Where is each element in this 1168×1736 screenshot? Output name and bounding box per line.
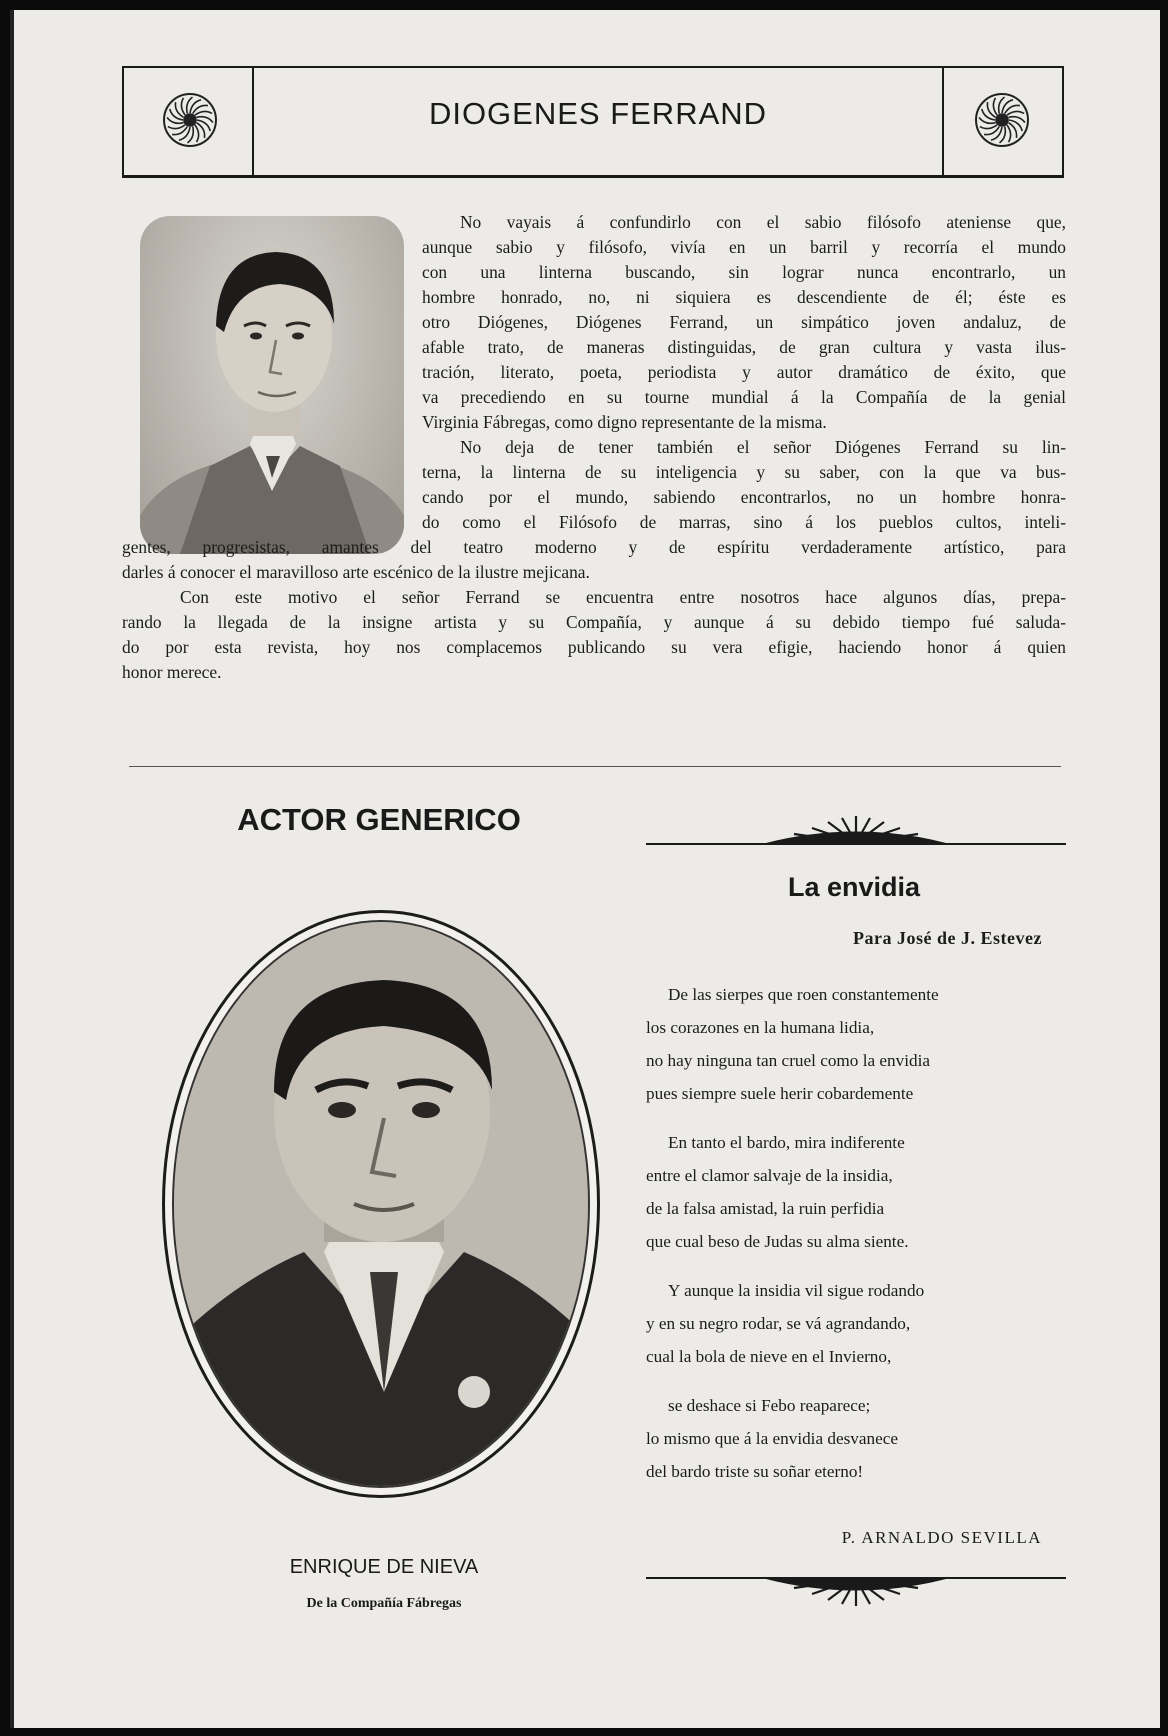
rosette-petal bbox=[1007, 125, 1011, 142]
rosette-ornament-icon bbox=[972, 90, 1032, 150]
poem-author: P. ARNALDO SEVILLA bbox=[841, 1528, 1042, 1547]
article-wrapped-text bbox=[422, 210, 1066, 535]
poem-stanza bbox=[646, 1389, 1066, 1488]
poem-verse: del bardo triste su soñar eterno! bbox=[646, 1462, 864, 1481]
fan-ornament-icon bbox=[646, 810, 1066, 850]
rosette-petal bbox=[980, 125, 997, 129]
article-line: No vayais á confundirlo con el sabio filósofo ateniense que, bbox=[460, 212, 1066, 232]
poem-verse: En tanto el bardo, mira indiferente bbox=[668, 1133, 905, 1152]
rosette-petal bbox=[181, 98, 185, 115]
portrait-photo bbox=[172, 920, 590, 1488]
article-line: tración, literato, poeta, periodista y autor dramático de éxito, que bbox=[422, 362, 1066, 382]
poem-verse: no hay ninguna tan cruel como la envidia bbox=[646, 1051, 930, 1070]
poem-verse: pues siempre suele herir cobardemente bbox=[646, 1084, 914, 1103]
rosette-ornament-icon bbox=[160, 90, 220, 150]
article-line: Con este motivo el señor Ferrand se encuentra entre nosotros hace algunos días, prepa- bbox=[180, 587, 1066, 607]
poem-stanza bbox=[646, 978, 1066, 1110]
poem-verse: los corazones en la humana lidia, bbox=[646, 1018, 875, 1037]
poem-verse: y en su negro rodar, se vá agrandando, bbox=[646, 1314, 911, 1333]
rosette-petal bbox=[1007, 111, 1024, 115]
article-line: hombre honrado, no, ni siquiera es descendiente de él; éste es bbox=[422, 287, 1066, 307]
poem-verse: que cual beso de Judas su alma siente. bbox=[646, 1232, 909, 1251]
article-line: con una linterna buscando, sin lograr nunca encontrarlo, un bbox=[422, 262, 1066, 282]
poem-stanza bbox=[646, 1274, 1066, 1373]
rosette-petal bbox=[993, 98, 997, 115]
poem-verse: entre el clamor salvaje de la insidia, bbox=[646, 1166, 893, 1185]
article-line: otro Diógenes, Diógenes Ferrand, un simpático joven andaluz, de bbox=[422, 312, 1066, 332]
photo-caption-name: ENRIQUE DE NIEVA bbox=[289, 1556, 479, 1578]
article-body bbox=[122, 210, 1066, 685]
rosette-petal bbox=[195, 111, 212, 115]
rosette-petal bbox=[195, 125, 199, 142]
article-line: gentes, progresistas, amantes del teatro moderno y de espíritu verdaderamente artístico, para bbox=[122, 537, 1066, 557]
poem-verse: se deshace si Febo reaparece; bbox=[668, 1396, 871, 1415]
fan-ornament-icon bbox=[646, 1572, 1066, 1612]
article-line: va precediendo en su tourne mundial á la Compañía de la genial bbox=[422, 387, 1066, 407]
poem-title: La envidia bbox=[787, 872, 921, 902]
magazine-page bbox=[10, 10, 1160, 1728]
rosette-petal bbox=[168, 125, 185, 129]
section-divider bbox=[129, 766, 1061, 767]
poem-body bbox=[646, 978, 1066, 1504]
poem-dedication: Para José de J. Estevez bbox=[853, 928, 1042, 948]
article-line: darles á conocer el maravilloso arte escénico de la ilustre mejicana. bbox=[122, 562, 590, 582]
article-line: do por esta revista, hoy nos complacemos publicando su vera efigie, haciendo honor á quien bbox=[122, 637, 1066, 657]
article-line: terna, la linterna de su inteligencia y su saber, con la que va bus- bbox=[422, 462, 1066, 482]
page-title: DIOGENES FERRAND bbox=[428, 96, 768, 131]
article-line: Virginia Fábregas, como digno representante de la misma. bbox=[422, 412, 827, 432]
poem-verse: lo mismo que á la envidia desvanece bbox=[646, 1429, 898, 1448]
poem-stanza bbox=[646, 1126, 1066, 1258]
poem-verse: cual la bola de nieve en el Invierno, bbox=[646, 1347, 892, 1366]
article-line: rando la llegada de la insigne artista y su Compañía, y aunque á su debido tiempo fué saluda- bbox=[122, 612, 1066, 632]
article-line: cando por el mundo, sabiendo encontrarlos, no un hombre honra- bbox=[422, 487, 1066, 507]
poem-verse: De las sierpes que roen constantemente bbox=[668, 985, 939, 1004]
article-line: No deja de tener también el señor Diógenes Ferrand su lin- bbox=[460, 437, 1066, 457]
oval-portrait-frame bbox=[162, 910, 600, 1498]
photo-caption-subtitle: De la Compañía Fábregas bbox=[306, 1596, 462, 1611]
article-line: do como el Filósofo de marras, sino á los pueblos cultos, inteli- bbox=[422, 512, 1066, 532]
header-divider bbox=[942, 68, 944, 175]
section-heading: ACTOR GENERICO bbox=[237, 802, 521, 837]
article-line: afable trato, de maneras distinguidas, de gran cultura y vasta ilus- bbox=[422, 337, 1066, 357]
header-frame bbox=[122, 66, 1064, 178]
article-line: aunque sabio y filósofo, vivía en un barril y recorría el mundo bbox=[422, 237, 1066, 257]
poem-verse: Y aunque la insidia vil sigue rodando bbox=[668, 1281, 925, 1300]
article-line: honor merece. bbox=[122, 662, 222, 682]
poem-verse: de la falsa amistad, la ruin perfidia bbox=[646, 1199, 885, 1218]
